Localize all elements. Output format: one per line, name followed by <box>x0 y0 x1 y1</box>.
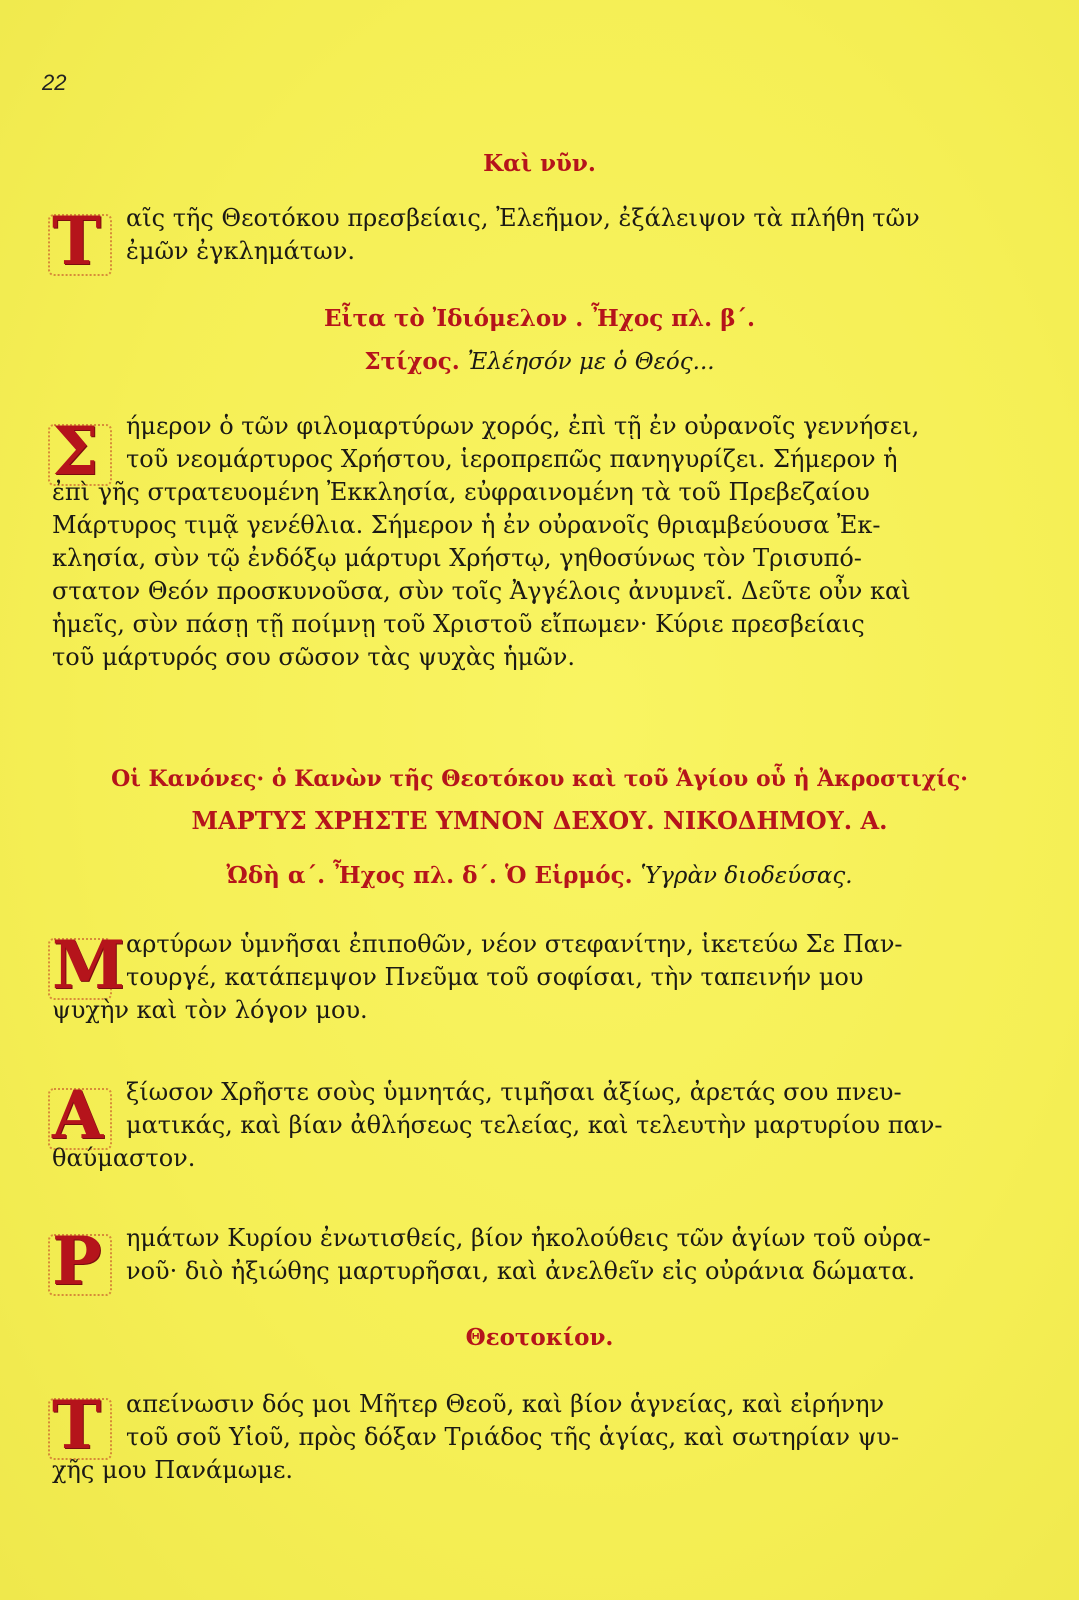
troparion-paragraph-alpha <box>52 1076 1030 1175</box>
theotokion-paragraph <box>52 1388 1030 1487</box>
text-line: ήμερον ὁ τῶν φιλομαρτύρων χορός, ἐπὶ τῇ ἐν οὐρανοῖς γεννήσει, <box>126 412 920 440</box>
idiomelon-paragraph <box>52 410 1030 674</box>
troparion-paragraph-rho <box>52 1222 1030 1288</box>
text-line: αρτύρων ὑμνῆσαι ἐπιποθῶν, νέον στεφανίτην, ἱκετεύω Σε Παν- <box>126 930 903 958</box>
ode-heading <box>0 862 1079 889</box>
text-line: τοῦ μάρτυρός σου σῶσον τὰς ψυχὰς ἡμῶν. <box>52 643 575 671</box>
kai-nyn-heading: Καὶ νῦν. <box>483 150 596 177</box>
troparion-paragraph-1 <box>52 202 1030 268</box>
drop-cap-mu: Μ <box>52 926 126 1004</box>
stichos-label: Στίχος. <box>364 348 460 375</box>
text-line: νοῦ· διὸ ἠξιώθης μαρτυρῆσαι, καὶ ἀνελθεῖν εἰς οὐράνια δώματα. <box>126 1257 916 1285</box>
text-line: κλησία, σὺν τῷ ἐνδόξῳ μάρτυρι Χρήστῳ, γηθοσύνως τὸν Τρισυπό- <box>52 544 862 572</box>
idiomelon-heading: Εἶτα τὸ Ἰδιόμελον . Ἦχος πλ. β΄. <box>324 305 755 332</box>
drop-cap-tau-1: Τ <box>52 202 102 280</box>
heirmos-text: Ὑγρὰν διοδεύσας. <box>640 863 853 889</box>
page-number: 22 <box>42 70 67 95</box>
troparion-paragraph-mu <box>52 928 1030 1027</box>
stichos-line <box>0 348 1079 375</box>
text-line: ματικάς, καὶ βίαν ἀθλήσεως τελείας, καὶ τελευτὴν μαρτυρίου παν- <box>126 1111 943 1139</box>
text-line: ημάτων Κυρίου ἐνωτισθείς, βίον ἠκολούθεις τῶν ἁγίων τοῦ οὐρα- <box>126 1224 931 1252</box>
text-line: ἐμῶν ἐγκλημάτων. <box>126 237 355 265</box>
kanones-heading: Οἱ Κανόνες· ὁ Κανὼν τῆς Θεοτόκου καὶ τοῦ Ἁγίου οὗ ἡ Ἀκροστιχίς· <box>111 766 968 792</box>
text-line: ἐπὶ γῆς στρατευομένη Ἐκκλησία, εὐφραινομένη τὰ τοῦ Πρεβεζαίου <box>52 478 870 506</box>
drop-cap-sigma: Σ <box>52 412 99 490</box>
text-line: θαύμαστον. <box>52 1144 196 1172</box>
text-line: αῖς τῆς Θεοτόκου πρεσβείαις, Ἐλεῆμον, ἐξάλειψον τὰ πλήθη τῶν <box>126 204 920 232</box>
drop-cap-tau-2: Τ <box>52 1386 102 1464</box>
text-line: ψυχὴν καὶ τὸν λόγον μου. <box>52 996 368 1024</box>
text-line: τοῦ σοῦ Υἱοῦ, πρὸς δόξαν Τριάδος τῆς ἁγίας, καὶ σωτηρίαν ψυ- <box>126 1423 900 1451</box>
stichos-text: Ἐλέησόν με ὁ Θεός... <box>467 349 715 375</box>
text-line: χῆς μου Πανάμωμε. <box>52 1456 294 1484</box>
acrostic-heading: ΜΑΡΤΥΣ ΧΡΗΣΤΕ ΥΜΝΟΝ ΔΕΧΟΥ. ΝΙΚΟΔΗΜΟΥ. Α. <box>191 806 888 835</box>
text-line: τουργέ, κατάπεμψον Πνεῦμα τοῦ σοφίσαι, τὴν ταπεινήν μου <box>126 963 864 991</box>
text-line: ἡμεῖς, σὺν πάσῃ τῇ ποίμνῃ τοῦ Χριστοῦ εἴπωμεν· Κύριε πρεσβείαις <box>52 610 865 638</box>
text-line: ξίωσον Χρῆστε σοὺς ὑμνητάς, τιμῆσαι ἀξίως, ἀρετάς σου πνευ- <box>126 1078 902 1106</box>
drop-cap-alpha: Α <box>52 1076 104 1154</box>
text-line: τοῦ νεομάρτυρος Χρήστου, ἱεροπρεπῶς πανηγυρίζει. Σήμερον ἡ <box>126 445 898 473</box>
text-line: Μάρτυρος τιμᾷ γενέθλια. Σήμερον ἡ ἐν οὐρανοῖς θριαμβεύουσα Ἐκ- <box>52 511 881 539</box>
ode-title: Ὠδὴ α΄. Ἦχος πλ. δ΄. Ὁ Εἱρμός. <box>226 862 633 889</box>
text-line: απείνωσιν δός μοι Μῆτερ Θεοῦ, καὶ βίον ἁγνείας, καὶ εἰρήνην <box>126 1390 885 1418</box>
text-line: στατον Θεόν προσκυνοῦσα, σὺν τοῖς Ἀγγέλοις ἀνυμνεῖ. Δεῦτε οὖν καὶ <box>52 577 911 605</box>
theotokion-heading: Θεοτοκίον. <box>465 1324 614 1351</box>
drop-cap-rho: Ρ <box>52 1222 102 1300</box>
